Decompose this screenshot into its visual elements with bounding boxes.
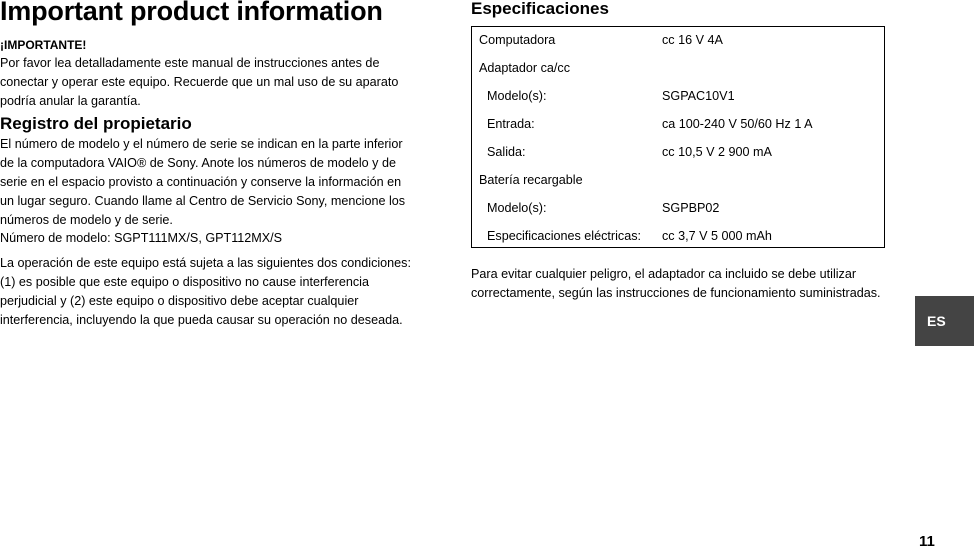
spec-label: Entrada: xyxy=(487,117,535,131)
language-tab: ES xyxy=(915,296,974,346)
spec-row-computadora xyxy=(472,30,884,50)
specifications-heading: Especificaciones xyxy=(471,0,609,18)
spec-row-entrada xyxy=(472,114,884,134)
adapter-safety-note: Para evitar cualquier peligro, el adaptador ca incluido se debe utilizar correctamente, según las instrucciones de funcionamiento suministradas. xyxy=(471,267,881,300)
spec-row-salida xyxy=(472,142,884,162)
spec-label: Batería recargable xyxy=(479,173,583,187)
spec-value: SGPBP02 xyxy=(662,201,720,215)
spec-value: SGPAC10V1 xyxy=(662,89,735,103)
spec-value: cc 3,7 V 5 000 mAh xyxy=(662,229,772,243)
spec-row-bateria-modelo xyxy=(472,198,884,218)
spec-value: cc 10,5 V 2 900 mA xyxy=(662,145,772,159)
model-number-line: Número de modelo: SGPT111MX/S, GPT112MX/S xyxy=(0,231,283,245)
spec-row-bateria xyxy=(472,170,884,190)
intro-paragraph: Por favor lea detalladamente este manual de instrucciones antes de conectar y operar este equipo. Recuerde que un mal uso de su aparato podría anular la garantía. xyxy=(0,56,399,108)
registro-paragraph: El número de modelo y el número de serie se indican en la parte inferior de la computadora VAIO® de Sony. Anote los números de modelo y de serie en el espacio provisto a continuación y conserve la información en un lugar seguro. Cuando llame al Centro de Servicio Sony, mencione los números de modelo y de serie. xyxy=(0,137,406,227)
spec-label: Adaptador ca/cc xyxy=(479,61,571,75)
spec-value: cc 16 V 4A xyxy=(662,33,723,47)
spec-value: ca 100-240 V 50/60 Hz 1 A xyxy=(662,117,813,131)
page-number: 11 xyxy=(919,533,935,550)
spec-row-electricas xyxy=(472,226,884,246)
spec-label: Modelo(s): xyxy=(487,89,547,103)
spec-label: Computadora xyxy=(479,33,556,47)
spec-row-adaptador xyxy=(472,58,884,78)
page-title: Important product information xyxy=(0,0,383,26)
spec-label: Salida: xyxy=(487,145,526,159)
important-label: ¡IMPORTANTE! xyxy=(0,38,87,52)
spec-label: Modelo(s): xyxy=(487,201,547,215)
operation-conditions-paragraph: La operación de este equipo está sujeta a las siguientes dos condiciones: (1) es posible que este equipo o dispositivo no cause interferencia perjudicial y (2) este equipo o dispositivo debe aceptar cualquier interferencia, incluyendo la que pueda causar su operación no deseada. xyxy=(0,256,411,327)
spec-label: Especificaciones eléctricas: xyxy=(487,229,641,243)
registro-heading: Registro del propietario xyxy=(0,114,192,133)
spec-row-adaptador-modelo xyxy=(472,86,884,106)
specifications-table xyxy=(471,26,885,248)
